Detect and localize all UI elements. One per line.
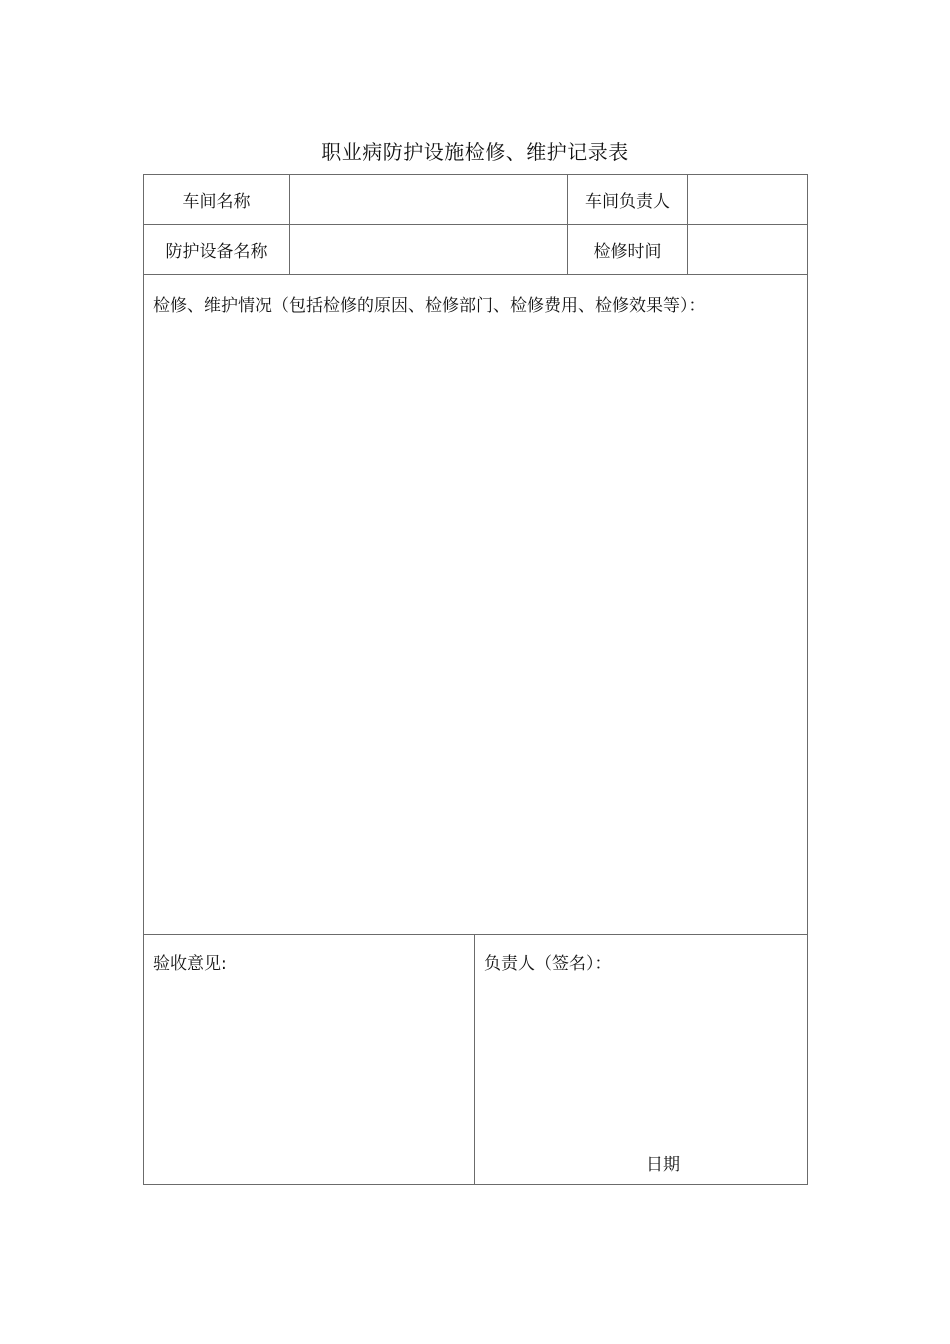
- workshop-manager-field[interactable]: [688, 175, 808, 225]
- equipment-name-field[interactable]: [290, 225, 568, 275]
- responsible-signature-area: [475, 935, 807, 1184]
- form-row-workshop: [144, 175, 808, 225]
- date-label: 日期: [646, 1154, 680, 1175]
- maintenance-time-field[interactable]: [688, 225, 808, 275]
- form-row-equipment: [144, 225, 808, 275]
- workshop-name-label: 车间名称: [144, 175, 290, 225]
- page-title: 职业病防护设施检修、维护记录表: [321, 140, 629, 164]
- workshop-name-field[interactable]: [290, 175, 568, 225]
- maintenance-details-label: 检修、维护情况（包括检修的原因、检修部门、检修费用、检修效果等）：: [153, 296, 706, 317]
- acceptance-opinion-label: 验收意见:: [153, 953, 227, 974]
- workshop-manager-label: 车间负责人: [568, 175, 688, 225]
- responsible-signature-field[interactable]: [475, 934, 808, 1184]
- acceptance-opinion-field[interactable]: [144, 934, 475, 1184]
- maintenance-time-label: 检修时间: [568, 225, 688, 275]
- maintenance-record-form: [143, 174, 808, 1185]
- equipment-name-label: 防护设备名称: [144, 225, 290, 275]
- maintenance-details-field[interactable]: [144, 275, 808, 935]
- form-row-maintenance-details: [144, 275, 808, 935]
- responsible-signature-label: 负责人（签名）：: [484, 953, 612, 974]
- form-row-approval: [144, 934, 808, 1184]
